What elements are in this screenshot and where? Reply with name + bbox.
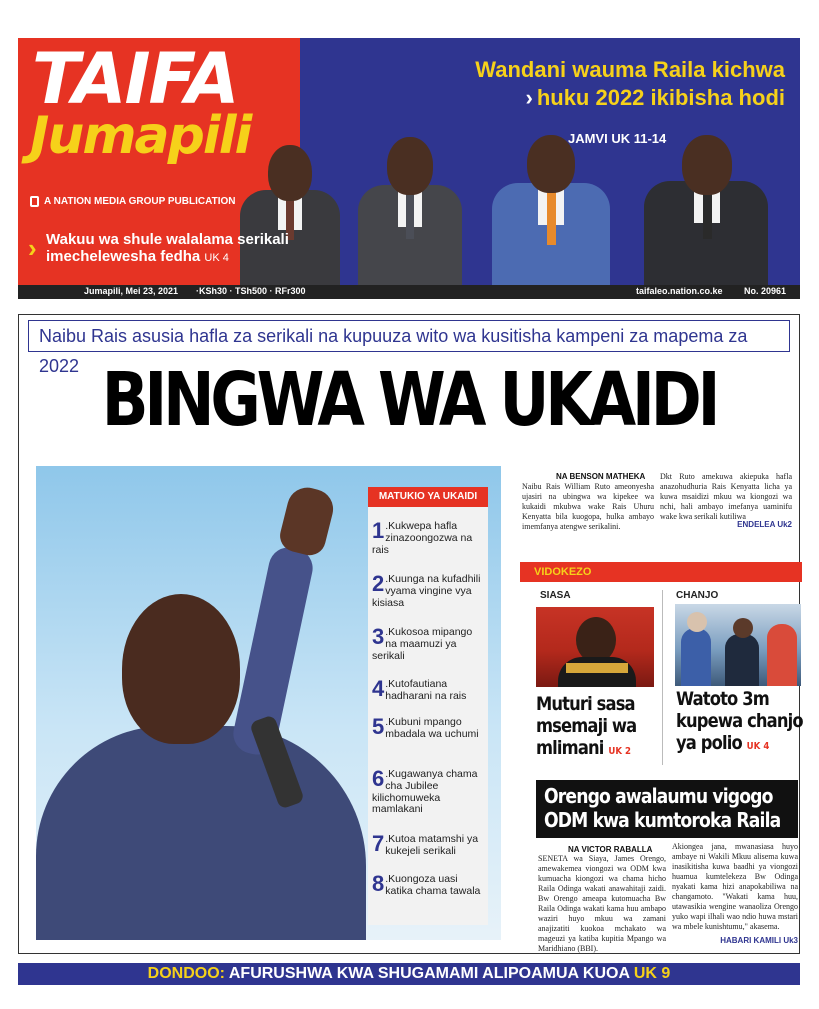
event-number: 6 xyxy=(372,766,385,791)
dondoo-text: AFURUSHWA KWA SHUGAMAMI ALIPOAMUA KUOA xyxy=(228,965,630,982)
vidokezo-headline-left[interactable] xyxy=(536,694,665,760)
story-column: Naibu Rais William Ruto ameonyesha ujasiri na ubingwa wa kipekee wa kukaidi mkubwa wake Rais Uhuru Kenyatta bila kuogopa, hulka ambayo imemfanya atengwe serikalini. xyxy=(522,482,654,531)
event-text: .Kuongoza uasi katika chama tawala xyxy=(385,873,481,897)
logo-taifa: TAIFA xyxy=(32,38,238,120)
publisher-text: A NATION MEDIA GROUP PUBLICATION xyxy=(44,196,236,207)
event-text: .Kubuni mpango mbadala wa uchumi xyxy=(385,716,479,740)
event-text: .Kukwepa hafla zinazoongozwa na rais xyxy=(372,520,473,556)
chevron-right-icon: › xyxy=(525,85,533,111)
vidokezo-title: VIDOKEZO xyxy=(520,562,802,582)
story-column: Dkt Ruto amekuwa akiepuka hafla anazohudhuria Rais Kenyatta licha ya kuwa msaidizi mkuu wa kiongozi wa nchi, hali ambayo imefanya uaminifu wake kwa serikali kutiliwa xyxy=(660,472,792,521)
vidokezo-headline-right[interactable] xyxy=(676,689,805,755)
issue-date: Jumapili, Mei 23, 2021 xyxy=(84,286,179,296)
event-item xyxy=(372,518,486,556)
main-subhead: Naibu Rais asusia hafla za serikali na kupuuza wito wa kusitisha kampeni za mapema za 2022 xyxy=(28,320,790,352)
event-number: 5 xyxy=(372,714,385,739)
top-headline[interactable] xyxy=(395,56,785,112)
event-number: 3 xyxy=(372,624,385,649)
event-text: .Kukosoa mipango na maamuzi ya serikali xyxy=(372,626,473,662)
event-text: .Kutoa matamshi ya kukejeli serikali xyxy=(385,833,479,857)
section-label-siasa: SIASA xyxy=(540,590,571,601)
event-item xyxy=(372,624,486,662)
dondoo-page: UK 9 xyxy=(633,965,671,982)
story-column: SENETA wa Siaya, James Orengo, amewakemea viongozi wa ODM kwa kumuacha kiongozi wa chama hicho Raila Odinga wakati anawahitaji zaidi. Bw Orengo ameapa kutomuacha Bw Raila Odinga wakati kama huu ambapo waziri huyo mkuu wa zamani anajizatiti kuokoa mchakato wa mageuzi ya katiba kupitia Mpango wa Maridhiano (BBI). xyxy=(538,854,666,953)
event-item xyxy=(372,714,486,741)
event-number: 2 xyxy=(372,571,385,596)
orengo-headline-line2: ODM kwa kumtoroka Raila xyxy=(544,807,781,832)
top-headline-line2: huku 2022 ikibisha hodi xyxy=(536,85,785,111)
event-text: .Kuunga na kufadhili vyama vingine vya kisiasa xyxy=(372,573,481,609)
continued-link[interactable]: HABARI KAMILI Uk3 xyxy=(720,936,798,945)
event-number: 1 xyxy=(372,518,385,543)
cover-prices: ·KSh30 · TSh500 · RFr300 xyxy=(196,286,306,296)
events-title: MATUKIO YA UKAIDI xyxy=(368,487,488,507)
story-column: Akiongea jana, mwanasiasa huyo ambaye ni Wakili Mkuu alisema kuwa inasikitisha kuwa baadhi ya viongozi huamua kumtelekeza Bw Odinga nyakati kama hizi anapokabiliwa na changamoto. "Wakati kama huu, utawasikia wengine wanaoliza Orengo yuko wapi ilhali wao ndio huwa mstari wa mbele kunishtumu," akasema. xyxy=(672,842,798,931)
event-number: 4 xyxy=(372,676,385,701)
orengo-headline-line1: Orengo awalaumu vigogo xyxy=(544,784,773,808)
event-item xyxy=(372,676,486,703)
page-ref: UK 2 xyxy=(608,745,631,757)
section-label-chanjo: CHANJO xyxy=(676,590,719,601)
logo-jumapili: Jumapili xyxy=(30,106,251,166)
headline-text: Muturi sasa msemaji wa mlimani xyxy=(536,693,637,759)
byline: NA BENSON MATHEKA xyxy=(556,472,646,481)
publisher-line xyxy=(30,196,235,207)
side-story-page: UK 4 xyxy=(204,251,229,264)
dondoo-teaser[interactable] xyxy=(18,963,800,985)
event-number: 7 xyxy=(372,831,385,856)
vaccination-photo xyxy=(675,604,801,686)
event-number: 8 xyxy=(372,871,385,896)
dondoo-label: DONDOO: xyxy=(147,965,225,982)
event-item xyxy=(372,766,486,816)
continued-link[interactable]: ENDELEA Uk2 xyxy=(737,520,792,529)
headline-text: Watoto 3m kupewa chanjo ya polio xyxy=(676,688,803,754)
orengo-headline[interactable] xyxy=(536,780,798,838)
byline: NA VICTOR RABALLA xyxy=(568,845,653,854)
top-headline-line1: Wandani wauma Raila kichwa xyxy=(475,57,785,82)
event-text: .Kutofautiana hadharani na rais xyxy=(385,678,467,702)
issue-number: No. 20961 xyxy=(744,286,787,296)
date-bar xyxy=(18,285,800,299)
chevron-right-icon: › xyxy=(28,233,37,263)
event-item xyxy=(372,831,486,858)
event-item xyxy=(372,571,486,609)
photo-person-2 xyxy=(358,137,462,285)
event-text: .Kugawanya chama cha Jubilee kilichomuweka mamlakani xyxy=(372,768,478,816)
event-item xyxy=(372,871,486,898)
page-ref: UK 4 xyxy=(746,740,770,752)
photo-person-3 xyxy=(492,135,610,285)
website: taifaleo.nation.co.ke xyxy=(636,286,723,296)
jamvi-page-ref: JAMVI UK 11-14 xyxy=(568,131,667,146)
nation-logo-icon xyxy=(30,196,39,207)
muturi-photo xyxy=(536,607,654,687)
main-headline[interactable]: BINGWA WA UKAIDI xyxy=(101,357,717,443)
side-story-text: Wakuu wa shule walalama serikali imechelewesha fedha xyxy=(46,231,289,265)
photo-person-4 xyxy=(644,135,768,285)
side-story-teaser[interactable] xyxy=(30,232,290,266)
